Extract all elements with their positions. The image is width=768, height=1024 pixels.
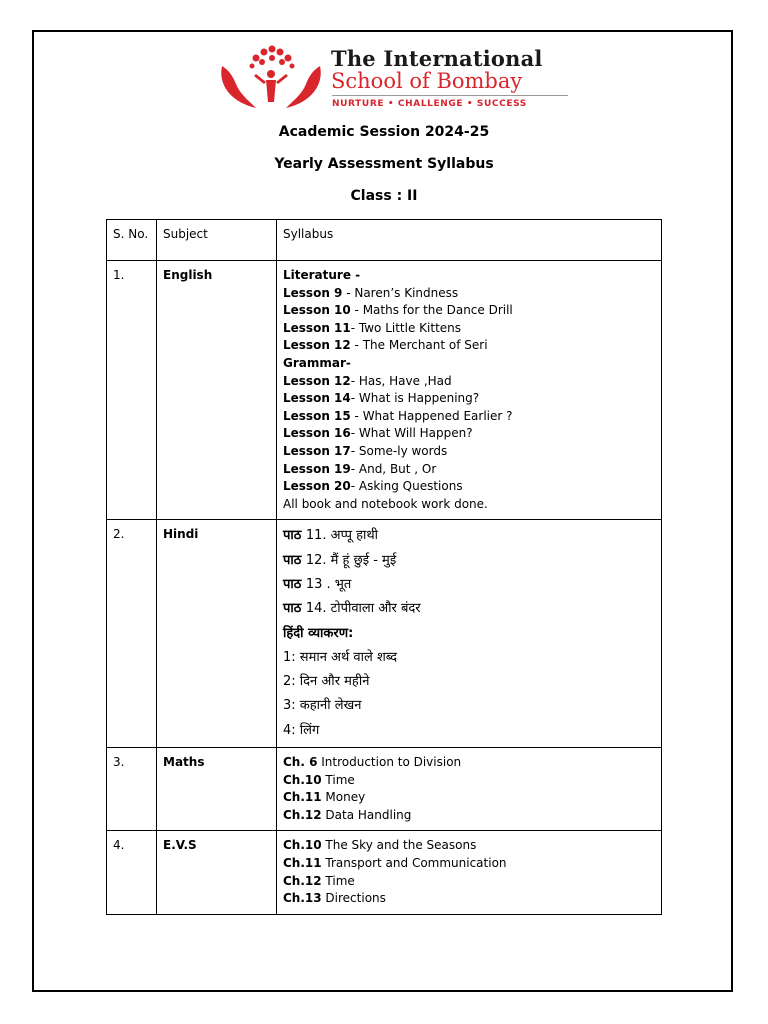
table-header-row	[107, 220, 662, 261]
row-subject: E.V.S	[157, 831, 277, 914]
table-row	[107, 520, 662, 748]
logo-title-line1: The International	[331, 46, 543, 71]
syllabus-line: पाठ 12. मैं हूं छुई - मुई	[283, 552, 397, 568]
class-heading: Class : II	[350, 188, 418, 204]
table-row	[107, 261, 662, 520]
tree-hands-emblem-icon	[216, 44, 326, 110]
logo-divider	[332, 95, 568, 96]
syllabus-table	[106, 219, 662, 915]
syllabus-line: 3: कहानी लेखन	[283, 698, 362, 714]
table-body	[107, 261, 662, 915]
syllabus-line: पाठ 14. टोपीवाला और बंदर	[283, 601, 421, 617]
logo-title-line2: School of Bombay	[331, 69, 523, 93]
syllabus-line: Literature -	[283, 268, 361, 282]
syllabus-line: Lesson 15 - What Happened Earlier ?	[283, 408, 513, 423]
syllabus-line: Ch.11 Transport and Communication	[283, 855, 507, 870]
syllabus-line: Grammar-	[283, 355, 351, 370]
syllabus-line: Lesson 19- And, But , Or	[283, 461, 437, 476]
syllabus-line: Ch.12 Data Handling	[283, 807, 412, 822]
syllabus-line: Ch.13 Directions	[283, 891, 386, 906]
syllabus-line: Lesson 9 - Naren’s Kindness	[283, 285, 459, 300]
row-syllabus	[277, 831, 662, 914]
syllabus-line: Lesson 16- What Will Happen?	[283, 426, 473, 441]
syllabus-line: पाठ 13 . भूत	[283, 576, 352, 592]
syllabus-line: 2: दिन और महीने	[283, 674, 370, 690]
syllabus-line: Ch.10 The Sky and the Seasons	[283, 838, 477, 853]
row-sno: 2.	[107, 520, 157, 748]
syllabus-line: Lesson 20- Asking Questions	[283, 479, 463, 494]
row-subject: Hindi	[157, 520, 277, 748]
syllabus-line: Lesson 10 - Maths for the Dance Drill	[283, 303, 513, 318]
syllabus-line: Ch. 6 Introduction to Division	[283, 754, 462, 769]
syllabus-line: Lesson 17- Some-ly words	[283, 443, 448, 458]
row-subject: English	[157, 261, 277, 520]
syllabus-line: Ch.10 Time	[283, 772, 355, 787]
syllabus-line: Lesson 12 - The Merchant of Seri	[283, 338, 488, 353]
syllabus-line: Lesson 14- What is Happening?	[283, 391, 480, 406]
row-sno: 3.	[107, 747, 157, 830]
syllabus-line: Lesson 12- Has, Have ,Had	[283, 373, 452, 388]
table-row	[107, 831, 662, 914]
document-title: Yearly Assessment Syllabus	[274, 156, 494, 172]
header-syllabus: Syllabus	[277, 220, 662, 261]
header-sno: S. No.	[107, 220, 157, 261]
row-syllabus	[277, 747, 662, 830]
row-sno: 4.	[107, 831, 157, 914]
session-heading: Academic Session 2024-25	[278, 124, 490, 140]
row-syllabus	[277, 520, 662, 748]
syllabus-line: पाठ 11. अप्पू हाथी	[283, 528, 379, 544]
syllabus-line: All book and notebook work done.	[283, 496, 488, 511]
table-row	[107, 747, 662, 830]
syllabus-line: Ch.12 Time	[283, 873, 355, 888]
row-subject: Maths	[157, 747, 277, 830]
school-logo	[216, 44, 576, 114]
syllabus-line: 4: लिंग	[283, 722, 320, 738]
syllabus-line: 1: समान अर्थ वाले शब्द	[283, 649, 398, 665]
syllabus-line: Lesson 11- Two Little Kittens	[283, 320, 462, 335]
logo-tagline: NURTURE • CHALLENGE • SUCCESS	[332, 99, 527, 109]
row-syllabus	[277, 261, 662, 520]
syllabus-line: हिंदी व्याकरण:	[283, 625, 354, 641]
syllabus-line: Ch.11 Money	[283, 790, 366, 805]
header-subject: Subject	[157, 220, 277, 261]
row-sno: 1.	[107, 261, 157, 520]
